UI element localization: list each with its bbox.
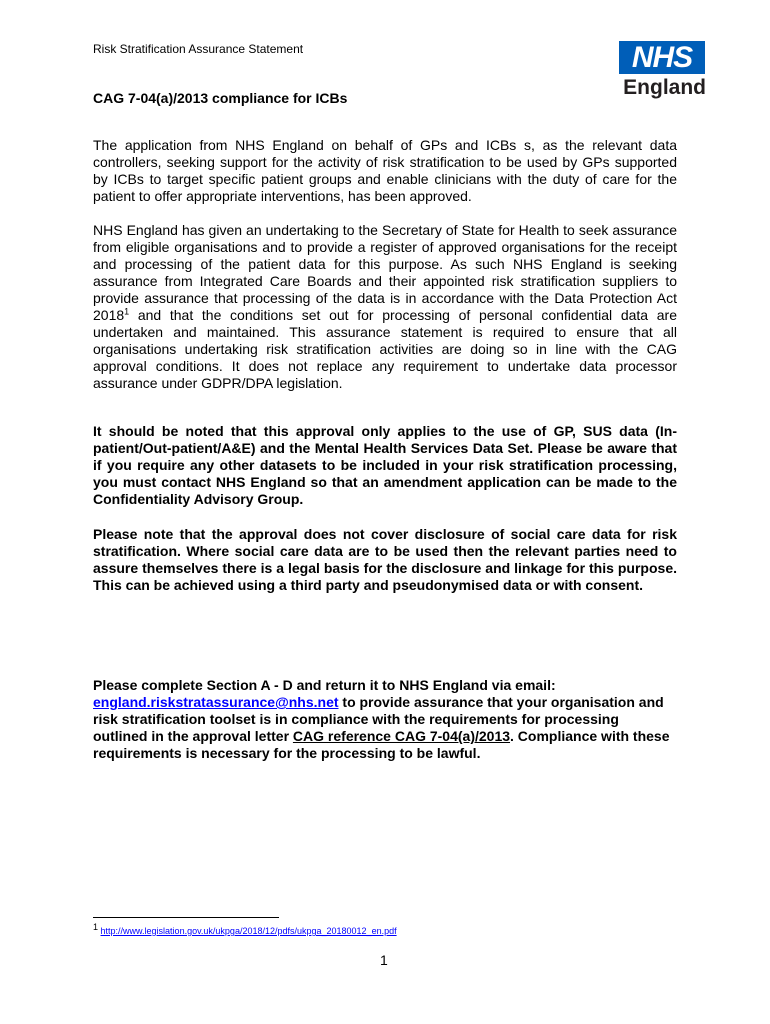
paragraph-approval-scope: It should be noted that this approval only applies to the use of GP, SUS data (In-patient/Out-patient/A&E) and the Mental Health Services Data Set. Please be aware that if you require any other datasets to be included in your risk stratification processing, you must contact NHS England so that an amendment application can be made to the Confidentiality Advisory Group. [93, 423, 677, 507]
paragraph-social-care: Please note that the approval does not cover disclosure of social care data for risk stratification. Where social care data are to be used then the relevant parties need to assure themselves there is a legal basis for the disclosure and linkage for this purpose. This can be achieved using a third party and pseudonymised data or with consent. [93, 526, 677, 593]
footnote-number: 1 [93, 922, 99, 932]
undertaking-text-b: and that the conditions set out for processing of personal confidential data are undertaken and maintained. This assurance statement is required to ensure that all organisations undertaking risk stratification activities are doing so in line with the CAG approval conditions. It does not replace any requirement to undertake data processor assurance under GDPR/DPA legislation. [93, 307, 677, 391]
nhs-logo-text: NHS [631, 41, 693, 74]
nhs-logo-box [619, 41, 705, 74]
undertaking-text-a: NHS England has given an undertaking to the Secretary of State for Health to seek assurance from eligible organisations and to provide a register of approved organisations for the receipt and processing of the patient data for this purpose. As such NHS England is seeking assurance from Integrated Care Boards and their appointed risk stratification suppliers to provide assurance that processing of the data is in accordance with the Data Protection Act 2018 [93, 222, 677, 323]
page-number: 1 [380, 952, 388, 968]
nhs-england-logo [614, 41, 706, 99]
instructions-text-b: to provide assurance that your organisation and risk stratification toolset is in compliance with the requirements for processing outlined in the approval letter [93, 694, 664, 744]
paragraph-instructions [93, 677, 677, 762]
england-logo-text: England [623, 76, 706, 99]
cag-reference: CAG reference CAG 7-04(a)/2013 [292, 728, 511, 744]
running-header: Risk Stratification Assurance Statement [93, 42, 304, 56]
footnote-divider [93, 917, 279, 918]
email-link[interactable]: england.riskstratassurance@nhs.net [93, 694, 339, 710]
footnote [93, 922, 397, 936]
legislation-link[interactable]: http://www.legislation.gov.uk/ukpga/2018/12/pdfs/ukpga_20180012_en.pdf [100, 926, 397, 936]
paragraph-undertaking [93, 222, 677, 392]
instructions-text-c: . Compliance with these requirements is necessary for the processing to be lawful. [93, 728, 670, 761]
instructions-text-a: Please complete Section A - D and return it to NHS England via email: [93, 677, 556, 693]
paragraph-approval: The application from NHS England on behalf of GPs and ICBs s, as the relevant data controllers, seeking support for the activity of risk stratification to be used by GPs supported by ICBs to target specific patient groups and enable clinicians with the duty of care for the patient to offer appropriate interventions, has been approved. [93, 137, 677, 204]
footnote-marker[interactable]: 1 [124, 306, 130, 317]
document-title: CAG 7-04(a)/2013 compliance for ICBs [93, 90, 348, 106]
